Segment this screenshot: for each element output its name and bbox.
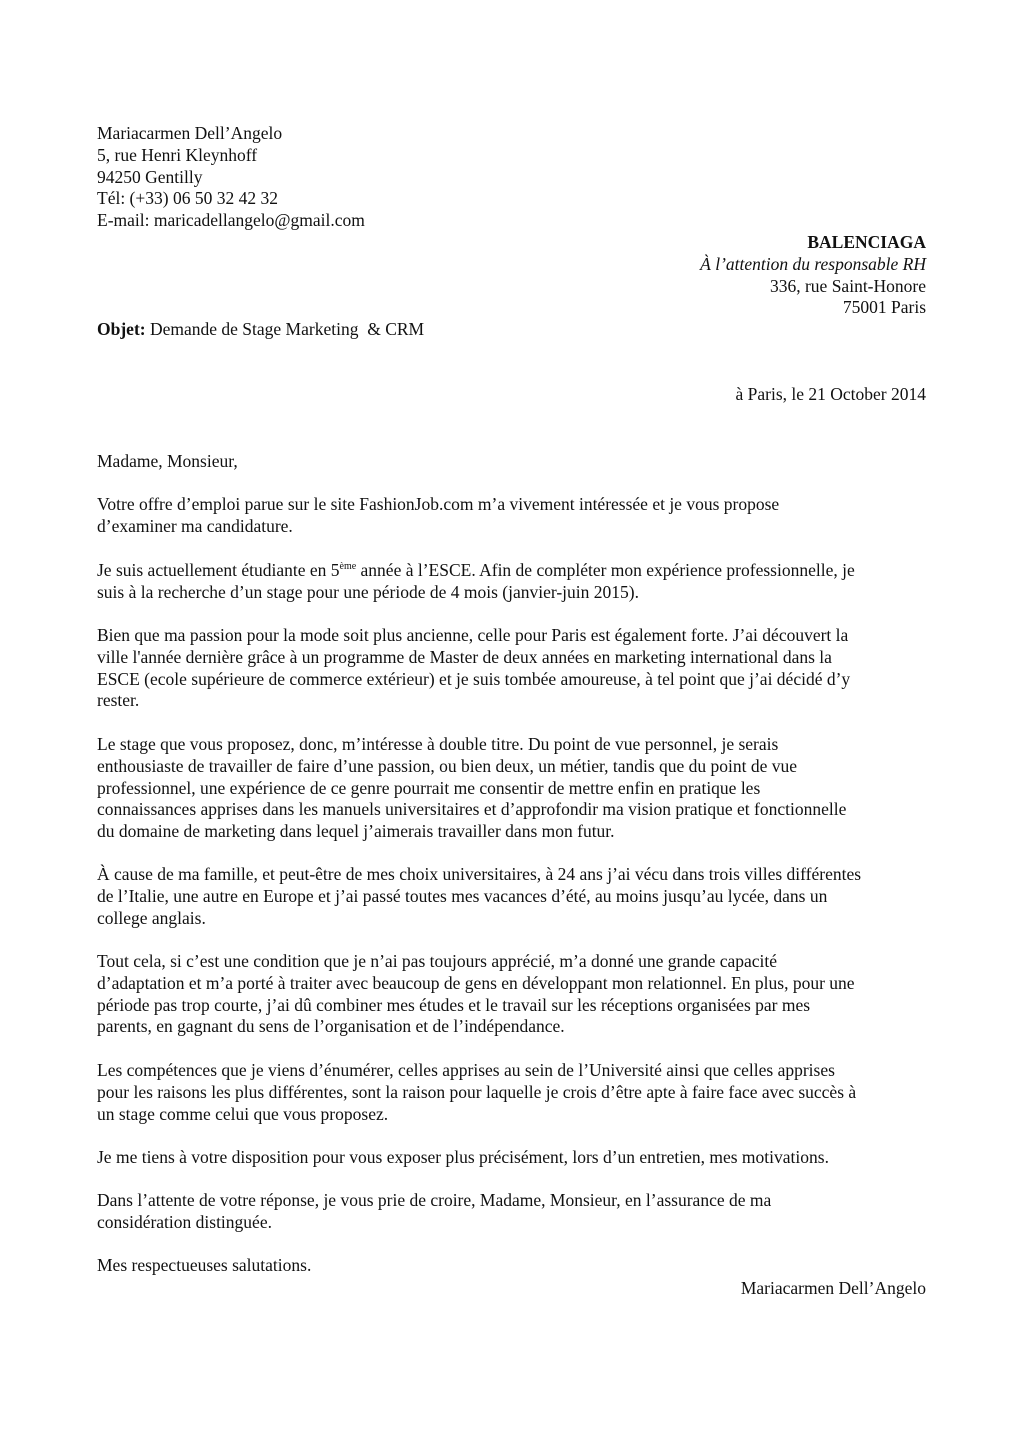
paragraph-line: du domaine de marketing dans lequel j’aimerais travailler dans mon futur. <box>97 821 615 842</box>
salutation: Madame, Monsieur, <box>97 451 238 471</box>
recipient-attention: À l’attention du responsable RH <box>700 254 926 274</box>
paragraph-line: Le stage que vous proposez, donc, m’intéresse à double titre. Du point de vue personnel, je serais <box>97 734 779 754</box>
paragraph-line: ville l'année dernière grâce à un programme de Master de deux années en marketing international dans la <box>97 646 832 667</box>
paragraph-line: À cause de ma famille, et peut-être de mes choix universitaires, à 24 ans j’ai vécu dans trois villes différentes <box>97 864 862 884</box>
letter-date: à Paris, le 21 October 2014 <box>735 384 926 404</box>
paragraph-line: un stage comme celui que vous proposez. <box>97 1103 389 1124</box>
paragraph-line: parents, en gagnant du sens de l’organisation et de l’indépendance. <box>97 1016 565 1037</box>
paragraph-line: pour les raisons les plus différentes, sont la raison pour laquelle je crois d’être apte à faire face avec succès à <box>97 1081 857 1102</box>
paragraph-line: Tout cela, si c’est une condition que je n’ai pas toujours apprécié, m’a donné une grande capacité <box>97 951 778 971</box>
paragraph-10 <box>97 1255 927 1277</box>
recipient-company: BALENCIAGA <box>807 232 926 252</box>
paragraph-line: Bien que ma passion pour la mode soit plus ancienne, celle pour Paris est également forte. J’ai découvert la <box>97 625 849 645</box>
paragraph-line: de l’Italie, une autre en Europe et j’ai passé toutes mes vacances d’été, au moins jusqu’au lycée, dans un <box>97 885 828 906</box>
paragraph-line: Dans l’attente de votre réponse, je vous prie de croire, Madame, Monsieur, en l’assurance de ma <box>97 1190 772 1210</box>
paragraph-text: année à l’ESCE. Afin de compléter mon expérience professionnelle, je <box>356 560 855 580</box>
sender-phone: Tél: (+33) 06 50 32 42 32 <box>97 188 278 208</box>
paragraph-line: Je me tiens à votre disposition pour vous exposer plus précisément, lors d’un entretien, mes motivations. <box>97 1147 829 1167</box>
sender-name: Mariacarmen Dell’Angelo <box>97 123 283 143</box>
paragraph-6 <box>97 951 927 1038</box>
recipient-city: 75001 Paris <box>842 297 926 317</box>
sender-email: E-mail: maricadellangelo@gmail.com <box>97 210 365 230</box>
paragraph-line: considération distinguée. <box>97 1211 272 1232</box>
paragraph-1 <box>97 494 927 538</box>
paragraph-2 <box>97 560 927 604</box>
recipient-street: 336, rue Saint-Honore <box>769 276 926 296</box>
paragraph-line: d’adaptation et m’a porté à traiter avec beaucoup de gens en développant mon relationnel. En plus, pour une <box>97 972 855 993</box>
paragraph-line: suis à la recherche d’un stage pour une période de 4 mois (janvier-juin 2015). <box>97 581 639 602</box>
paragraph-7 <box>97 1060 927 1125</box>
paragraph-8 <box>97 1147 927 1169</box>
sender-city: 94250 Gentilly <box>97 167 203 187</box>
paragraph-line: ESCE (ecole supérieure de commerce extérieur) et je suis tombée amoureuse, à tel point que j’ai décidé d’y <box>97 668 851 689</box>
paragraph-line: connaissances apprises dans les manuels universitaires et d’approfondir ma vision pratique et fonctionnelle <box>97 799 847 820</box>
paragraph-9 <box>97 1190 927 1234</box>
superscript: ème <box>339 561 357 572</box>
paragraph-line: d’examiner ma candidature. <box>97 515 293 536</box>
paragraph-5 <box>97 864 927 929</box>
paragraph-text: Je suis actuellement étudiante en 5 <box>97 560 340 580</box>
paragraph-line: professionnel, une expérience de ce genre pourrait me consentir de mettre enfin en pratique les <box>97 777 761 798</box>
subject-label: Objet: <box>97 319 146 339</box>
signature: Mariacarmen Dell’Angelo <box>740 1278 926 1298</box>
paragraph-4 <box>97 734 927 843</box>
paragraph-line: Mes respectueuses salutations. <box>97 1255 312 1275</box>
subject-text: Demande de Stage Marketing & CRM <box>145 319 425 339</box>
paragraph-line: période pas trop courte, j’ai dû combiner mes études et le travail sur les réceptions organisées par mes <box>97 994 811 1015</box>
paragraph-line: rester. <box>97 690 140 711</box>
paragraph-line: enthousiaste de travailler de faire d’une passion, ou bien deux, un métier, tandis que du point de vue <box>97 755 798 776</box>
paragraph-3 <box>97 625 927 712</box>
paragraph-line <box>97 560 927 582</box>
paragraph-line: Les compétences que je viens d’énumérer, celles apprises au sein de l’Université ainsi que celles apprises <box>97 1060 835 1080</box>
subject-line <box>97 319 424 341</box>
paragraph-line: Votre offre d’emploi parue sur le site FashionJob.com m’a vivement intéressée et je vous propose <box>97 494 780 514</box>
sender-street: 5, rue Henri Kleynhoff <box>97 145 258 165</box>
paragraph-line: college anglais. <box>97 907 206 928</box>
